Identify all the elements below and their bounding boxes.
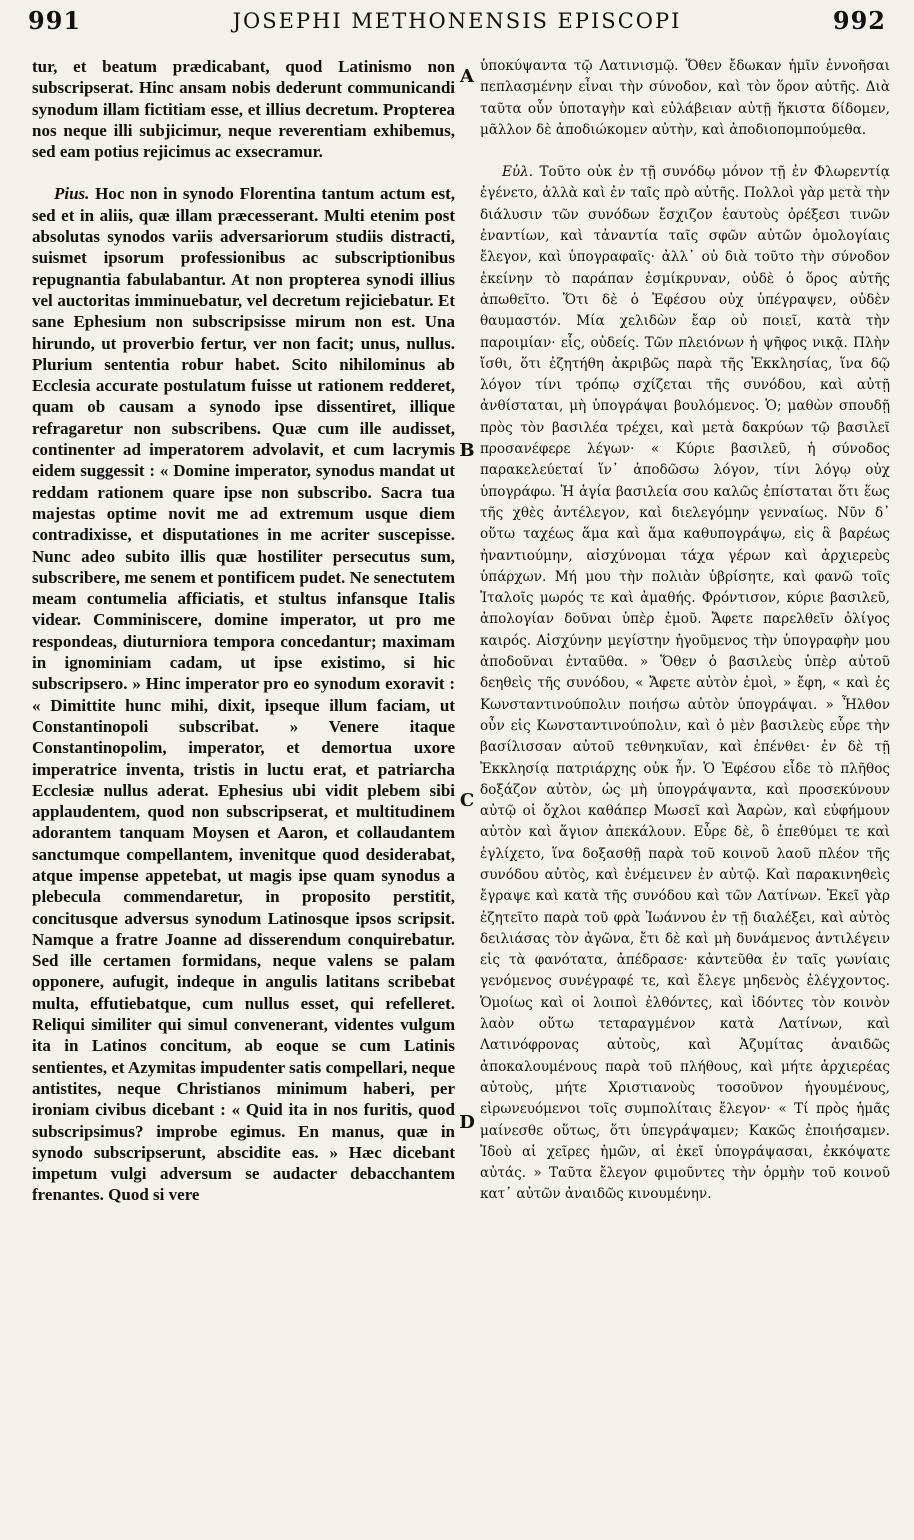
greek-paragraph-2: [480, 162, 890, 1206]
left-page-number: 991: [28, 6, 82, 35]
section-marker-a: A: [460, 66, 474, 87]
latin-paragraph-1: tur, et beatum prædicabant, quod Latinismo non subscripserat. Hinc ansam nobis dederunt communicandi synodum illam fictitiam esse, et illius decretum. Propterea nos neque illi subjicimur, neque reverentiam exhibemus, sed eam potius rejicimus ac exsecramur.: [32, 57, 455, 162]
latin-paragraph-2: [32, 183, 455, 1205]
greek-paragraph-1: ὑποκύψαντα τῷ Λατινισμῷ. Ὅθεν ἔδωκαν ἡμῖν ἐννοῆσαι πεπλασμένην εἶναι τὴν σύνοδον, καὶ τὸν ὅρον αὐτῆς. Διὰ ταῦτα οὖν ὑποταγὴν καὶ εὐλάβειαν αὐτῇ ἥκιστα δίδομεν, μᾶλλον δὲ ἀποδιώκομεν αὐτὴν, καὶ ἀποδιοπομπούμεθα.: [480, 58, 890, 138]
page-header: [28, 6, 886, 46]
right-page-number: 992: [832, 6, 886, 35]
section-marker-b: B: [459, 440, 475, 461]
section-marker-d: D: [459, 1112, 475, 1133]
greek-column: [480, 56, 890, 1526]
greek-paragraph-2-text: Τοῦτο οὐκ ἐν τῇ συνόδῳ μόνον τῇ ἐν Φλωρεντίᾳ ἐγένετο, ἀλλὰ καὶ ἐν ταῖς πρὸ αὐτῆς. Πολλοὶ γὰρ μετὰ τὴν διάλυσιν τῶν συνόδων ἔσχιζον ἑαυτοὺς ὀρέξεσι τινῶν ἐναντίων, καὶ τἀναντία ταῖς σφῶν αὐτῶν ὁμολογίαις ἔλεγον, καὶ ὑπογραφαῖς· ἀλλ᾽ οὐ διὰ τοῦτο τὴν σύνοδον ἐκείνην τὸ παράπαν ἐσμίκρυναν, οὐδὲ ὁ ὅρος αὐτῆς ἀπωθεῖτο. Ὅτι δὲ ὁ Ἐφέσου οὐχ ὑπέγραψεν, οὐδὲν θαυμαστόν. Μία χελιδὼν ἔαρ οὐ ποιεῖ, κατὰ τὴν παροιμίαν· εἷς, οὐδείς. Τῶν πλειόνων ἡ ψῆφος νικᾷ. Πλὴν ἴσθι, ὅτι ἐζητήθη ἀκριβῶς παρὰ τῆς Ἐκκλησίας, ἵνα δῷ λόγον τίνι τρόπῳ σχίζεται τῆς συνόδου, καὶ αὐτῇ ἀνθίσταται, μὴ ὑπογράψαι βουλόμενος. Ὁ; μαθὼν σπουδῇ πρὸς τὸν βασιλέα τρέχει, καὶ μετὰ δακρύων τῷ βασιλεῖ προσανέφερε λέγων· « Κύριε βασιλεῦ, ἡ σύνοδος παρακελεύεταί ἵν᾽ ἀποδῶσω λόγον, τίνι λόγῳ οὐχ ὑπογράφω. Ἡ ἁγία βασιλεία σου καλῶς ἐπίσταται ὅτι ἕως τῆς χθὲς ἀντέλεγον, καὶ διελεγόμην γενναίως. Νῦν δ᾽ οὕτω ταχέως ἅμα καὶ ἅμα καθυπογράψω, εἰς ἃ βαρέως ἠναντιούμην, αἰσχύνομαι τάχα γέρων καὶ ἀρχιερεὺς ὑπάρχων. Μή μου τὴν πολιὰν ὑβρίσητε, καὶ φανῶ τοῖς Ἰταλοῖς μωρός τε καὶ ἀμαθής. Φρόντισον, κύριε βασιλεῦ, ἀπολογίαν δοῦναι ὑπὲρ ἐμοῦ. Ἄφετε παρελθεῖν ὀλίγος καιρός. Αἰσχύνην μεγίστην ἡγοῦμενος τὴν ὑπογραφὴν μου ἀποδοῦναι ἐνταῦθα. » Ὅθεν ὁ βασιλεὺς ὑπὲρ αὐτοῦ δεηθεὶς τῆς συνόδου, « Ἄφετε αὐτὸν ἐμοὶ, » ἔφη, « καὶ ἐς Κωνσταντινούπολιν ποιήσω αὐτὸν ὑπογράψαι. » Ἦλθον οὖν εἰς Κωνσταντινούπολιν, καὶ ὁ μὲν βασιλεὺς εὗρε τὴν βασίλισσαν αὐτοῦ τεθνηκυῖαν, καὶ ἐπένθει· ἐν δὲ τῇ Ἐκκλησίᾳ πατριάρχης οὐκ ἦν. Ὁ Ἐφέσου εἶδε τὸ πλῆθος δοξάζον αὐτὸν, ὡς μὴ ὑπογράψαντα, καὶ προσεκύνουν αὐτῷ οἱ ὄχλοι καθάπερ Μωσεῖ καὶ Ἀαρὼν, καὶ εὐφήμουν αὐτὸν καὶ ἅγιον ἀπεκάλουν. Εὗρε δὲ, ὃ ἐπεθύμει τε καὶ ἐγλίχετο, ἵνα δοξασθῇ παρὰ τοῦ κοινοῦ λαοῦ πλέον τῆς συνόδου αὐτὸς, καὶ ἐνέμεινεν ἐν αὐτῷ. Καὶ παρακινηθεὶς ἔγραψε καὶ κατὰ τῆς συνόδου καὶ τῶν Λατίνων. Ἐκεῖ γὰρ ἐζητεῖτο παρὰ τοῦ φρὰ Ἰωάννου ἐν τῇ διαλέξει, καὶ αὐτὸς δειλιάσας τὸν ἀγῶνα, ἔτι δὲ καὶ μὴ δυνάμενος ἀντιλέγειν εἰς τὰ φανότατα, ἀπέδρασε· κἀντεῦθα ἐν ταῖς γωνίαις γενόμενος συνέγραφέ τε, καὶ ἔλεγε μηδενὸς ἐλέγχοντος. Ὁμοίως καὶ οἱ λοιποὶ ἐλθόντες, καὶ ἰδόντες τὸν κοινὸν λαὸν οὕτω τεταραγμένον κατὰ Λατίνων, καὶ Λατινόφρονας αὐτοὺς, καὶ Ἀζυμίτας ἀναιδῶς ἀποκαλουμένους παρὰ τοῦ πλήθους, καὶ μήτε ἀρχιερέας αὐτοὺς, μήτε Χριστιανοὺς τοσοῦνον ἡγουμένους, εἰρωνευόμενοι τοῖς συμπολίταις ἔλεγον· « Τί πρὸς ἡμᾶς μαίνεσθε οὕτως, ὅτι ὑπεγράψαμεν; Κακῶς ἐποιήσαμεν. Ἰδοὺ αἱ χεῖρες ἡμῶν, αἱ ἐκεῖ ὑπογράψασαι, ἐκκόψατε αὐτάς. » Ταῦτα ἔλεγον φιμοῦντες τὴν ὁρμὴν τοῦ κοινοῦ κατ᾽ αὐτῶν ἀναιδῶς κινουμένην.: [480, 164, 890, 1203]
section-marker-c: C: [459, 790, 475, 811]
latin-paragraph-2-text: Hoc non in synodo Florentina tantum actum est, sed et in aliis, quæ illam præcesserant. Multi etenim post absolutas synodos variis adversariorum studiis distracti, suismet ipsorum professionibus ac subscriptionibus repugnantia fabulabantur. At non propterea synodi illius vel auctoritas imminuebatur, vel decretum rejiciebatur. Et sane Ephesium non subscripsisse mirum non est. Una hirundo, ut proverbio fertur, ver non facit; unus, nullus. Plurium sententia robur habet. Scito nihilominus ab Ecclesia accurate postulatum fuisse ut rationem redderet, quam ob causam a synodo ipse dissentiret, illique refragaretur non subscribens. Quæ cum ille audisset, continenter ad imperatorem advolavit, et cum lacrymis eidem suggessit : « Domine imperator, synodus mandat ut reddam rationem quare ipse non subscribo. Sacra tua majestas optime novit me ad extremum usque diem contradixisse, et disputationes in me acriter suscepisse. Nunc adeo subito illis quæ hostiliter persecutus sum, subscribere, me senem et pontificem pudet. Ne senectutem meam contumelia afficiatis, et stultus infansque Italis videar. Comminiscere, domine imperator, ut pro me respondeas, diuturniora tempora concedantur; maximam in ignominiam cadam, ut ipse existimo, si hic subscripsero. » Hinc imperator pro eo synodum exoravit : « Dimittite hunc mihi, dixit, ipseque illum faciam, ut Constantinopoli subscribat. » Venere itaque Constantinopolim, imperator, et demortua uxore imperatrice inventa, tristis in luctu erat, et patriarcha Ecclesiæ nullus aderat. Ephesius ubi vidit plebem sibi applaudentem, quod non subscripserat, et multitudinem adorantem tanquam Moysen et Aaron, et collaudantem sanctumque compellantem, invenitque quod desiderabat, atque impense appetebat, ut magis ipse quam synodus a plebecula commendaretur, in proposito perstitit, concitusque adversus synodum Latinosque ipsos scripsit. Namque a fratre Joanne ad disserendum conquirebatur. Sed ille certamen formidans, neque valens se palam opponere, aufugit, indeque in angulis latitans scribebat multa, effutiebatque, cum nullus esset, qui refelleret. Reliqui similiter qui simul convenerant, videntes vulgum ita in Latinos concitum, ab eoque se cum Latinis sentientes, et Azymitas impudenter satis compellari, neque antistites, neque Christianos minimum haberi, per ironiam civibus dicebant : « Quid ita in nos furitis, quod subscripsimus? improbe egimus. En manus, quæ in synodo subscripserunt, abscidite eas. » Hæc dicebant impetum vulgi adversum se audacter debacchantem frenantes. Quod si vere: [32, 184, 455, 1205]
running-title: JOSEPHI METHONENSIS EPISCOPI: [232, 9, 682, 33]
latin-speaker: Pius.: [54, 184, 90, 204]
latin-column: [32, 56, 455, 1526]
greek-speaker: Εὐλ.: [502, 164, 534, 181]
